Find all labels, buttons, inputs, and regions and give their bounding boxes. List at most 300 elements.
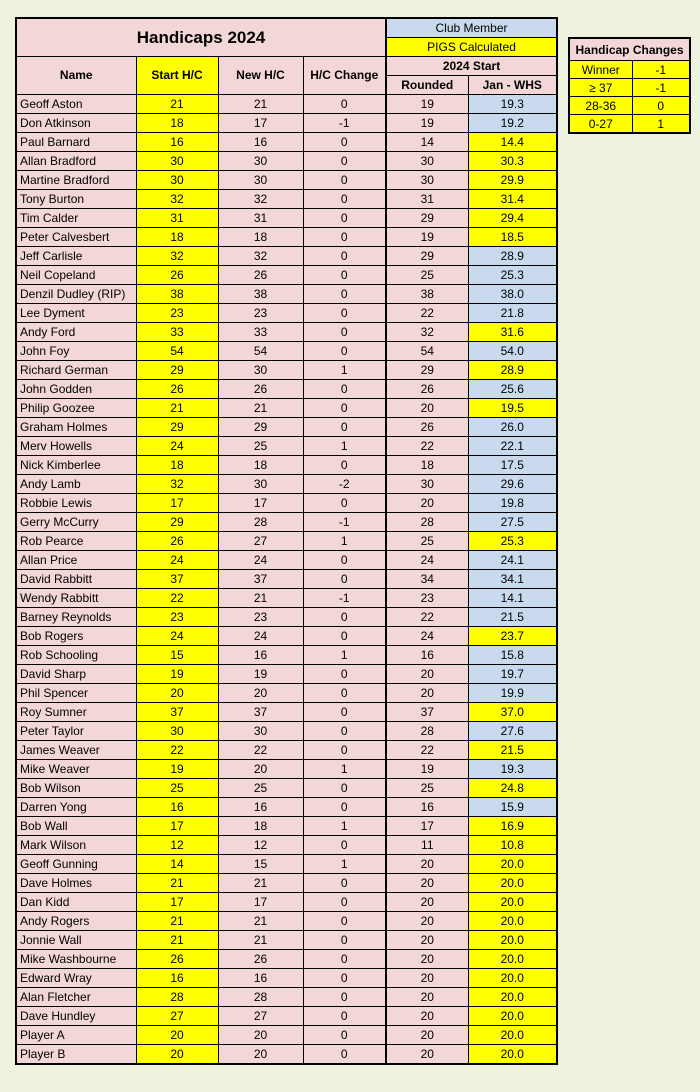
hc-change: 0 <box>303 893 386 912</box>
new-hc: 18 <box>218 456 303 475</box>
start-hc: 18 <box>136 456 218 475</box>
player-name: Jonnie Wall <box>16 931 136 950</box>
new-hc: 37 <box>218 570 303 589</box>
rounded-hc: 31 <box>386 190 468 209</box>
jan-whs: 23.7 <box>468 627 557 646</box>
hc-change: 0 <box>303 950 386 969</box>
start-hc: 23 <box>136 608 218 627</box>
rounded-hc: 20 <box>386 1007 468 1026</box>
header-rounded: Rounded <box>386 76 468 95</box>
jan-whs: 19.9 <box>468 684 557 703</box>
start-hc: 23 <box>136 304 218 323</box>
rounded-hc: 20 <box>386 1026 468 1045</box>
rounded-hc: 29 <box>386 209 468 228</box>
player-name: Peter Taylor <box>16 722 136 741</box>
rounded-hc: 22 <box>386 608 468 627</box>
rounded-hc: 16 <box>386 798 468 817</box>
hc-change: 0 <box>303 456 386 475</box>
jan-whs: 19.3 <box>468 760 557 779</box>
legend-row <box>569 61 690 79</box>
jan-whs: 38.0 <box>468 285 557 304</box>
new-hc: 21 <box>218 912 303 931</box>
jan-whs: 20.0 <box>468 969 557 988</box>
hc-change: -1 <box>303 589 386 608</box>
player-name: David Sharp <box>16 665 136 684</box>
start-hc: 37 <box>136 570 218 589</box>
table-title: Handicaps 2024 <box>16 18 386 57</box>
player-name: Geoff Aston <box>16 95 136 114</box>
rounded-hc: 22 <box>386 741 468 760</box>
rounded-hc: 30 <box>386 152 468 171</box>
start-hc: 27 <box>136 1007 218 1026</box>
start-hc: 29 <box>136 513 218 532</box>
handicaps-table <box>15 17 558 1065</box>
rounded-hc: 19 <box>386 95 468 114</box>
start-hc: 18 <box>136 228 218 247</box>
start-hc: 38 <box>136 285 218 304</box>
player-name: Andy Rogers <box>16 912 136 931</box>
start-hc: 22 <box>136 741 218 760</box>
jan-whs: 34.1 <box>468 570 557 589</box>
start-hc: 21 <box>136 95 218 114</box>
new-hc: 29 <box>218 418 303 437</box>
table-row <box>16 912 557 931</box>
jan-whs: 19.8 <box>468 494 557 513</box>
player-name: Graham Holmes <box>16 418 136 437</box>
new-hc: 31 <box>218 209 303 228</box>
new-hc: 32 <box>218 190 303 209</box>
jan-whs: 20.0 <box>468 931 557 950</box>
jan-whs: 20.0 <box>468 855 557 874</box>
start-hc: 33 <box>136 323 218 342</box>
new-hc: 24 <box>218 551 303 570</box>
legend-value: 1 <box>632 115 690 134</box>
player-name: Don Atkinson <box>16 114 136 133</box>
player-name: Bob Wilson <box>16 779 136 798</box>
jan-whs: 20.0 <box>468 912 557 931</box>
player-name: Rob Schooling <box>16 646 136 665</box>
start-hc: 17 <box>136 494 218 513</box>
start-hc: 26 <box>136 950 218 969</box>
player-name: Mike Washbourne <box>16 950 136 969</box>
table-row <box>16 798 557 817</box>
start-hc: 30 <box>136 152 218 171</box>
hc-change: 1 <box>303 855 386 874</box>
player-name: Bob Rogers <box>16 627 136 646</box>
start-hc: 24 <box>136 551 218 570</box>
club-member-legend: Club Member <box>386 18 557 38</box>
table-row <box>16 551 557 570</box>
start-hc: 22 <box>136 589 218 608</box>
new-hc: 30 <box>218 361 303 380</box>
new-hc: 27 <box>218 1007 303 1026</box>
hc-change: 0 <box>303 570 386 589</box>
table-row <box>16 190 557 209</box>
player-name: Paul Barnard <box>16 133 136 152</box>
hc-change: 0 <box>303 247 386 266</box>
legend-label: Winner <box>569 61 632 79</box>
player-name: Alan Fletcher <box>16 988 136 1007</box>
table-row <box>16 703 557 722</box>
hc-change: 0 <box>303 418 386 437</box>
table-row <box>16 874 557 893</box>
player-name: John Foy <box>16 342 136 361</box>
rounded-hc: 17 <box>386 817 468 836</box>
player-name: Geoff Gunning <box>16 855 136 874</box>
rounded-hc: 23 <box>386 589 468 608</box>
hc-change: 0 <box>303 779 386 798</box>
jan-whs: 25.3 <box>468 532 557 551</box>
start-hc: 16 <box>136 969 218 988</box>
rounded-hc: 24 <box>386 551 468 570</box>
table-row <box>16 684 557 703</box>
rounded-hc: 20 <box>386 950 468 969</box>
jan-whs: 24.8 <box>468 779 557 798</box>
new-hc: 27 <box>218 532 303 551</box>
hc-change: -2 <box>303 475 386 494</box>
start-hc: 28 <box>136 988 218 1007</box>
hc-change: 1 <box>303 361 386 380</box>
hc-change: -1 <box>303 513 386 532</box>
table-row <box>16 475 557 494</box>
hc-change: 0 <box>303 969 386 988</box>
legend-label: 28-36 <box>569 97 632 115</box>
new-hc: 16 <box>218 646 303 665</box>
legend-label: ≥ 37 <box>569 79 632 97</box>
hc-change: 0 <box>303 228 386 247</box>
start-hc: 29 <box>136 418 218 437</box>
table-row <box>16 627 557 646</box>
hc-change: 0 <box>303 342 386 361</box>
new-hc: 21 <box>218 874 303 893</box>
new-hc: 30 <box>218 722 303 741</box>
table-row <box>16 133 557 152</box>
new-hc: 28 <box>218 988 303 1007</box>
table-row <box>16 893 557 912</box>
new-hc: 17 <box>218 114 303 133</box>
player-name: Player A <box>16 1026 136 1045</box>
hc-change: 0 <box>303 494 386 513</box>
rounded-hc: 30 <box>386 475 468 494</box>
legend-row <box>569 97 690 115</box>
jan-whs: 28.9 <box>468 247 557 266</box>
rounded-hc: 37 <box>386 703 468 722</box>
table-row <box>16 1045 557 1065</box>
player-name: Lee Dyment <box>16 304 136 323</box>
table-row <box>16 817 557 836</box>
new-hc: 23 <box>218 304 303 323</box>
player-name: Allan Bradford <box>16 152 136 171</box>
start-hc: 31 <box>136 209 218 228</box>
jan-whs: 18.5 <box>468 228 557 247</box>
player-name: Robbie Lewis <box>16 494 136 513</box>
hc-change: 0 <box>303 684 386 703</box>
rounded-hc: 26 <box>386 418 468 437</box>
hc-change: 0 <box>303 171 386 190</box>
new-hc: 20 <box>218 1026 303 1045</box>
jan-whs: 20.0 <box>468 1007 557 1026</box>
new-hc: 20 <box>218 760 303 779</box>
hc-change: -1 <box>303 114 386 133</box>
table-row <box>16 266 557 285</box>
rounded-hc: 19 <box>386 228 468 247</box>
start-hc: 16 <box>136 133 218 152</box>
new-hc: 18 <box>218 228 303 247</box>
table-row <box>16 722 557 741</box>
jan-whs: 20.0 <box>468 950 557 969</box>
rounded-hc: 24 <box>386 627 468 646</box>
new-hc: 28 <box>218 513 303 532</box>
hc-change: 0 <box>303 323 386 342</box>
table-row <box>16 665 557 684</box>
jan-whs: 22.1 <box>468 437 557 456</box>
player-name: Edward Wray <box>16 969 136 988</box>
jan-whs: 26.0 <box>468 418 557 437</box>
new-hc: 30 <box>218 152 303 171</box>
rounded-hc: 20 <box>386 969 468 988</box>
jan-whs: 17.5 <box>468 456 557 475</box>
table-row <box>16 779 557 798</box>
legend-row <box>569 115 690 134</box>
rounded-hc: 11 <box>386 836 468 855</box>
player-name: Denzil Dudley (RIP) <box>16 285 136 304</box>
header-start-hc: Start H/C <box>136 57 218 95</box>
rounded-hc: 22 <box>386 437 468 456</box>
jan-whs: 29.9 <box>468 171 557 190</box>
jan-whs: 15.9 <box>468 798 557 817</box>
rounded-hc: 20 <box>386 931 468 950</box>
new-hc: 20 <box>218 684 303 703</box>
new-hc: 16 <box>218 969 303 988</box>
rounded-hc: 19 <box>386 114 468 133</box>
start-hc: 21 <box>136 399 218 418</box>
table-row <box>16 969 557 988</box>
player-name: Barney Reynolds <box>16 608 136 627</box>
table-row <box>16 361 557 380</box>
jan-whs: 16.9 <box>468 817 557 836</box>
start-hc: 21 <box>136 931 218 950</box>
hc-change: 0 <box>303 399 386 418</box>
jan-whs: 21.5 <box>468 608 557 627</box>
player-name: Phil Spencer <box>16 684 136 703</box>
legend-value: 0 <box>632 97 690 115</box>
start-hc: 20 <box>136 1026 218 1045</box>
table-row <box>16 950 557 969</box>
rounded-hc: 38 <box>386 285 468 304</box>
new-hc: 32 <box>218 247 303 266</box>
table-row <box>16 152 557 171</box>
jan-whs: 29.6 <box>468 475 557 494</box>
hc-change: 0 <box>303 1045 386 1065</box>
hc-change: 0 <box>303 266 386 285</box>
rounded-hc: 26 <box>386 380 468 399</box>
new-hc: 33 <box>218 323 303 342</box>
hc-change: 0 <box>303 722 386 741</box>
hc-change: 0 <box>303 912 386 931</box>
rounded-hc: 30 <box>386 171 468 190</box>
table-row <box>16 285 557 304</box>
table-row <box>16 931 557 950</box>
legend-title: Handicap Changes <box>569 38 690 61</box>
new-hc: 26 <box>218 380 303 399</box>
handicap-changes-legend <box>568 37 691 134</box>
start-hc: 20 <box>136 684 218 703</box>
rounded-hc: 34 <box>386 570 468 589</box>
table-row <box>16 437 557 456</box>
new-hc: 18 <box>218 817 303 836</box>
hc-change: 0 <box>303 665 386 684</box>
hc-change: 1 <box>303 437 386 456</box>
new-hc: 30 <box>218 475 303 494</box>
legend-value: -1 <box>632 79 690 97</box>
rounded-hc: 20 <box>386 1045 468 1065</box>
jan-whs: 24.1 <box>468 551 557 570</box>
new-hc: 12 <box>218 836 303 855</box>
rounded-hc: 54 <box>386 342 468 361</box>
jan-whs: 30.3 <box>468 152 557 171</box>
start-hc: 37 <box>136 703 218 722</box>
player-name: Mike Weaver <box>16 760 136 779</box>
table-row <box>16 608 557 627</box>
table-row <box>16 342 557 361</box>
new-hc: 16 <box>218 798 303 817</box>
new-hc: 23 <box>218 608 303 627</box>
jan-whs: 19.5 <box>468 399 557 418</box>
player-name: David Rabbitt <box>16 570 136 589</box>
jan-whs: 27.6 <box>468 722 557 741</box>
new-hc: 26 <box>218 950 303 969</box>
player-name: Dan Kidd <box>16 893 136 912</box>
jan-whs: 21.8 <box>468 304 557 323</box>
new-hc: 17 <box>218 494 303 513</box>
jan-whs: 20.0 <box>468 1026 557 1045</box>
player-name: Roy Sumner <box>16 703 136 722</box>
start-hc: 32 <box>136 247 218 266</box>
rounded-hc: 20 <box>386 855 468 874</box>
player-name: Peter Calvesbert <box>16 228 136 247</box>
table-row <box>16 171 557 190</box>
jan-whs: 20.0 <box>468 874 557 893</box>
player-name: Martine Bradford <box>16 171 136 190</box>
start-hc: 25 <box>136 779 218 798</box>
player-name: Dave Holmes <box>16 874 136 893</box>
player-name: Andy Ford <box>16 323 136 342</box>
player-name: Dave Hundley <box>16 1007 136 1026</box>
rounded-hc: 20 <box>386 494 468 513</box>
start-hc: 21 <box>136 912 218 931</box>
jan-whs: 54.0 <box>468 342 557 361</box>
header-name: Name <box>16 57 136 95</box>
table-row <box>16 95 557 114</box>
start-hc: 19 <box>136 665 218 684</box>
start-hc: 26 <box>136 532 218 551</box>
start-hc: 21 <box>136 874 218 893</box>
rounded-hc: 14 <box>386 133 468 152</box>
rounded-hc: 20 <box>386 988 468 1007</box>
new-hc: 54 <box>218 342 303 361</box>
new-hc: 21 <box>218 589 303 608</box>
new-hc: 19 <box>218 665 303 684</box>
hc-change: 0 <box>303 133 386 152</box>
start-hc: 24 <box>136 437 218 456</box>
player-name: Merv Howells <box>16 437 136 456</box>
start-hc: 29 <box>136 361 218 380</box>
player-name: Nick Kimberlee <box>16 456 136 475</box>
new-hc: 21 <box>218 931 303 950</box>
table-row <box>16 760 557 779</box>
start-hc: 26 <box>136 380 218 399</box>
hc-change: 0 <box>303 798 386 817</box>
rounded-hc: 16 <box>386 646 468 665</box>
player-name: Player B <box>16 1045 136 1065</box>
hc-change: 0 <box>303 152 386 171</box>
table-row <box>16 589 557 608</box>
player-name: Jeff Carlisle <box>16 247 136 266</box>
table-row <box>16 399 557 418</box>
hc-change: 0 <box>303 874 386 893</box>
new-hc: 21 <box>218 399 303 418</box>
table-row <box>16 855 557 874</box>
player-name: Darren Yong <box>16 798 136 817</box>
table-row <box>16 1026 557 1045</box>
table-row <box>16 494 557 513</box>
jan-whs: 14.1 <box>468 589 557 608</box>
jan-whs: 29.4 <box>468 209 557 228</box>
legend-value: -1 <box>632 61 690 79</box>
jan-whs: 28.9 <box>468 361 557 380</box>
rounded-hc: 28 <box>386 513 468 532</box>
jan-whs: 25.6 <box>468 380 557 399</box>
start-hc: 26 <box>136 266 218 285</box>
header-2024-start: 2024 Start <box>386 57 557 76</box>
table-row <box>16 532 557 551</box>
new-hc: 37 <box>218 703 303 722</box>
jan-whs: 20.0 <box>468 1045 557 1065</box>
rounded-hc: 25 <box>386 532 468 551</box>
jan-whs: 20.0 <box>468 893 557 912</box>
jan-whs: 19.3 <box>468 95 557 114</box>
jan-whs: 37.0 <box>468 703 557 722</box>
pigs-calculated-legend: PIGS Calculated <box>386 38 557 57</box>
start-hc: 16 <box>136 798 218 817</box>
table-row <box>16 1007 557 1026</box>
start-hc: 24 <box>136 627 218 646</box>
rounded-hc: 18 <box>386 456 468 475</box>
start-hc: 15 <box>136 646 218 665</box>
header-jan-whs: Jan - WHS <box>468 76 557 95</box>
rounded-hc: 22 <box>386 304 468 323</box>
player-name: Mark Wilson <box>16 836 136 855</box>
jan-whs: 20.0 <box>468 988 557 1007</box>
new-hc: 17 <box>218 893 303 912</box>
jan-whs: 19.2 <box>468 114 557 133</box>
new-hc: 25 <box>218 779 303 798</box>
rounded-hc: 20 <box>386 912 468 931</box>
table-row <box>16 513 557 532</box>
new-hc: 24 <box>218 627 303 646</box>
header-hc-change: H/C Change <box>303 57 386 95</box>
player-name: Gerry McCurry <box>16 513 136 532</box>
table-row <box>16 114 557 133</box>
player-name: John Godden <box>16 380 136 399</box>
player-name: Bob Wall <box>16 817 136 836</box>
jan-whs: 27.5 <box>468 513 557 532</box>
start-hc: 20 <box>136 1045 218 1065</box>
player-name: Philip Goozee <box>16 399 136 418</box>
new-hc: 25 <box>218 437 303 456</box>
start-hc: 14 <box>136 855 218 874</box>
hc-change: 0 <box>303 741 386 760</box>
